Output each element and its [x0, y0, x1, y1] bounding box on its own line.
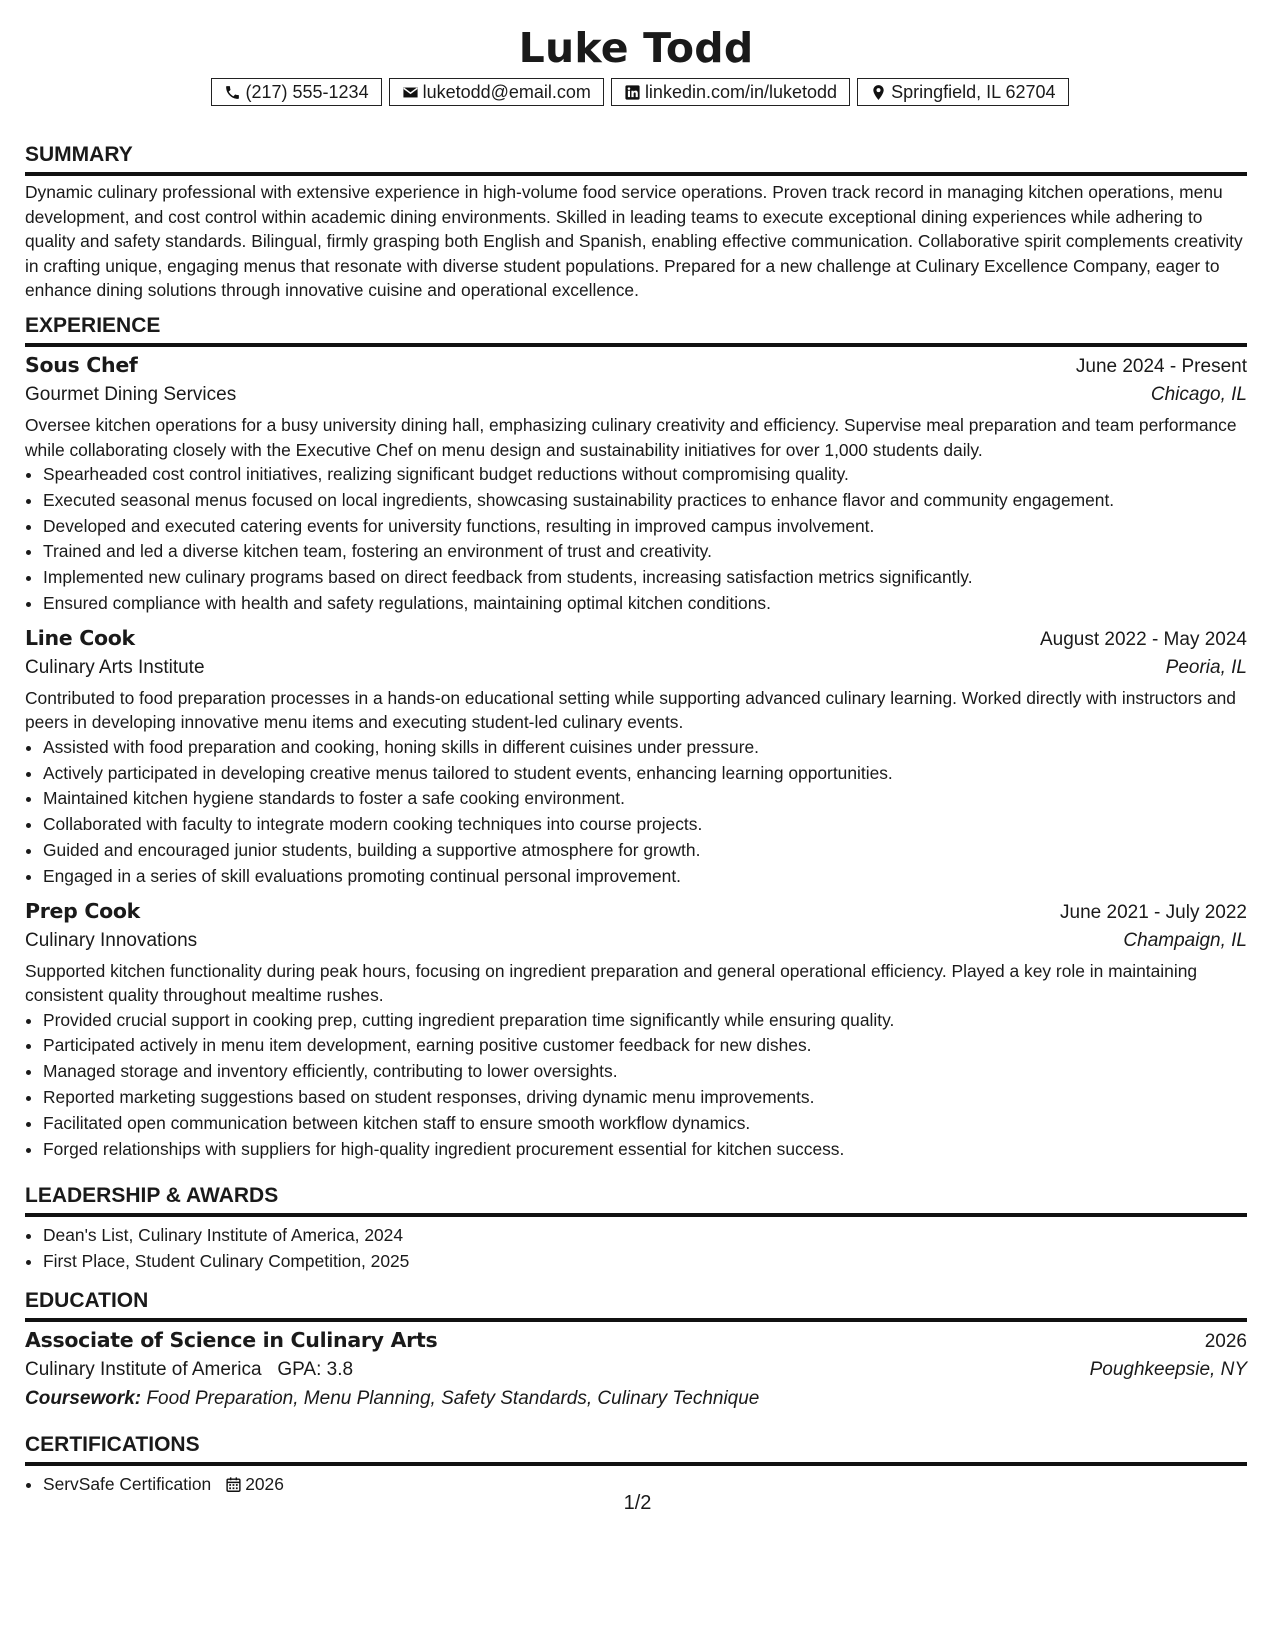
- job-company: Gourmet Dining Services: [25, 384, 237, 405]
- phone-icon: [224, 84, 241, 101]
- job-company: Culinary Innovations: [25, 929, 198, 951]
- location-pin-icon: [870, 84, 887, 101]
- list-item: • Actively participated in developing creative menus tailored to student events, enhancing learning opportunities.: [43, 761, 1247, 787]
- list-item: • Executed seasonal menus focused on local ingredients, showcasing sustainability practices to enhance flavor and community engagement.: [43, 488, 1247, 514]
- leadership-heading: LEADERSHIP & AWARDS: [25, 1183, 1247, 1217]
- job-entry: [25, 626, 1247, 890]
- experience-heading: EXPERIENCE: [25, 313, 1247, 347]
- job-dates: June 2021 - July 2022: [1060, 901, 1247, 923]
- list-item: • Participated actively in menu item development, earning positive customer feedback for new dishes.: [43, 1033, 1247, 1059]
- coursework-list: Food Preparation, Menu Planning, Safety Standards, Culinary Technique: [146, 1388, 760, 1409]
- candidate-name: Luke Todd: [518, 24, 754, 72]
- leadership-section: [25, 1183, 1247, 1275]
- list-item: • Provided crucial support in cooking prep, cutting ingredient preparation time significantly while ensuring quality.: [43, 1008, 1247, 1034]
- list-item: • Facilitated open communication between kitchen staff to ensure smooth workflow dynamics.: [43, 1111, 1247, 1137]
- contact-phone-text: (217) 555-1234: [245, 81, 369, 102]
- certifications-section: [25, 1432, 1247, 1498]
- job-location: Chicago, IL: [1150, 384, 1247, 405]
- education-section: [25, 1288, 1247, 1410]
- summary-section: [25, 142, 1247, 303]
- contact-location-text: Springfield, IL 62704: [891, 81, 1056, 102]
- gpa: GPA: 3.8: [277, 1359, 354, 1380]
- list-item: • First Place, Student Culinary Competition, 2025: [43, 1249, 1247, 1275]
- school-name: Culinary Institute of America: [25, 1359, 262, 1380]
- experience-section: [25, 313, 1247, 1162]
- job-title: Line Cook: [25, 625, 135, 650]
- list-item: • Reported marketing suggestions based on student responses, driving dynamic menu improvements.: [43, 1085, 1247, 1111]
- list-item: • Forged relationships with suppliers for high-quality ingredient procurement essential for kitchen success.: [43, 1137, 1247, 1163]
- job-description: Oversee kitchen operations for a busy university dining hall, emphasizing culinary creativity and efficiency. Supervise meal preparation and team performance while collaborating closely with the Executive Chef on menu design and sustainability initiatives for over 1,000 students daily.: [25, 415, 1237, 460]
- list-item: • Assisted with food preparation and cooking, honing skills in different cuisines under pressure.: [43, 735, 1247, 761]
- job-title: Prep Cook: [25, 898, 140, 923]
- awards-list: [25, 1223, 1247, 1275]
- list-item: • Maintained kitchen hygiene standards to foster a safe cooking environment.: [43, 786, 1247, 812]
- job-company: Culinary Arts Institute: [25, 656, 205, 678]
- job-location: Peoria, IL: [1165, 656, 1247, 678]
- job-description: Supported kitchen functionality during peak hours, focusing on ingredient preparation and general operational efficiency. Played a key role in maintaining consistent quality throughout mealtime rushes.: [25, 960, 1198, 1006]
- contact-email-text: luketodd@email.com: [422, 81, 591, 102]
- calendar-icon: [225, 1476, 242, 1493]
- resume-page: [25, 0, 1247, 1494]
- coursework-label: Coursework:: [25, 1388, 142, 1409]
- summary-heading: SUMMARY: [25, 142, 1247, 176]
- list-item: • Spearheaded cost control initiatives, realizing significant budget reductions without compromising quality.: [43, 462, 1247, 488]
- job-location: Champaign, IL: [1123, 929, 1247, 951]
- job-bullets: [25, 1008, 1247, 1163]
- certification-year: 2026: [245, 1474, 284, 1494]
- linkedin-icon: [624, 84, 641, 101]
- contact-phone[interactable]: [211, 78, 381, 106]
- education-heading: EDUCATION: [25, 1288, 1247, 1322]
- list-item: • Developed and executed catering events for university functions, resulting in improved campus involvement.: [43, 514, 1247, 540]
- contact-bar: [33, 78, 1247, 106]
- job-bullets: [25, 735, 1247, 890]
- job-entry: [25, 353, 1247, 617]
- contact-linkedin[interactable]: [611, 78, 850, 106]
- job-dates: August 2022 - May 2024: [1039, 628, 1247, 650]
- job-title: Sous Chef: [25, 353, 138, 377]
- certifications-heading: CERTIFICATIONS: [25, 1432, 1247, 1466]
- list-item: • Implemented new culinary programs based on direct feedback from students, increasing satisfaction metrics significantly.: [43, 565, 1247, 591]
- job-bullets: [25, 462, 1247, 617]
- contact-location[interactable]: [857, 78, 1068, 106]
- job-entry: [25, 899, 1247, 1163]
- summary-text: Dynamic culinary professional with extensive experience in high-volume food service operations. Proven track record in managing kitchen operations, menu development, and cost control within academic dining environments. Skilled in leading teams to execute exceptional dining experiences while adhering to quality and safety standards. Bilingual, firmly grasping both English and Spanish, enabling effective communication. Collaborative spirit complements creativity in crafting unique, engaging menus that resonate with diverse student populations. Prepared for a new challenge at Culinary Excellence Company, eager to enhance dining solutions through innovative cuisine and operational excellence.: [25, 182, 1243, 300]
- list-item: • Managed storage and inventory efficiently, contributing to lower oversights.: [43, 1059, 1247, 1085]
- page-number: 1/2: [623, 1492, 652, 1514]
- list-item: • Trained and led a diverse kitchen team, fostering an environment of trust and creativity.: [43, 539, 1247, 565]
- job-dates: June 2024 - Present: [1075, 356, 1247, 377]
- degree-title: Associate of Science in Culinary Arts: [25, 1328, 438, 1352]
- job-description: Contributed to food preparation processes in a hands-on educational setting while supporting advanced culinary learning. Worked directly with instructors and peers in developing innovative menu items and executing student-led culinary events.: [25, 687, 1236, 733]
- coursework: [25, 1388, 1247, 1410]
- graduation-year: 2026: [1204, 1331, 1247, 1352]
- envelope-icon: [402, 84, 419, 101]
- list-item: • Engaged in a series of skill evaluations promoting continual personal improvement.: [43, 864, 1247, 890]
- certification-name: • ServSafe Certification: [43, 1474, 212, 1494]
- list-item: • Dean's List, Culinary Institute of America, 2024: [43, 1223, 1247, 1249]
- contact-linkedin-text: linkedin.com/in/luketodd: [644, 81, 838, 102]
- list-item: • Collaborated with faculty to integrate modern cooking techniques into course projects.: [43, 812, 1247, 838]
- contact-email[interactable]: [389, 78, 604, 106]
- list-item: • Ensured compliance with health and safety regulations, maintaining optimal kitchen conditions.: [43, 591, 1247, 617]
- list-item: • Guided and encouraged junior students, building a supportive atmosphere for growth.: [43, 838, 1247, 864]
- school-location: Poughkeepsie, NY: [1089, 1359, 1247, 1380]
